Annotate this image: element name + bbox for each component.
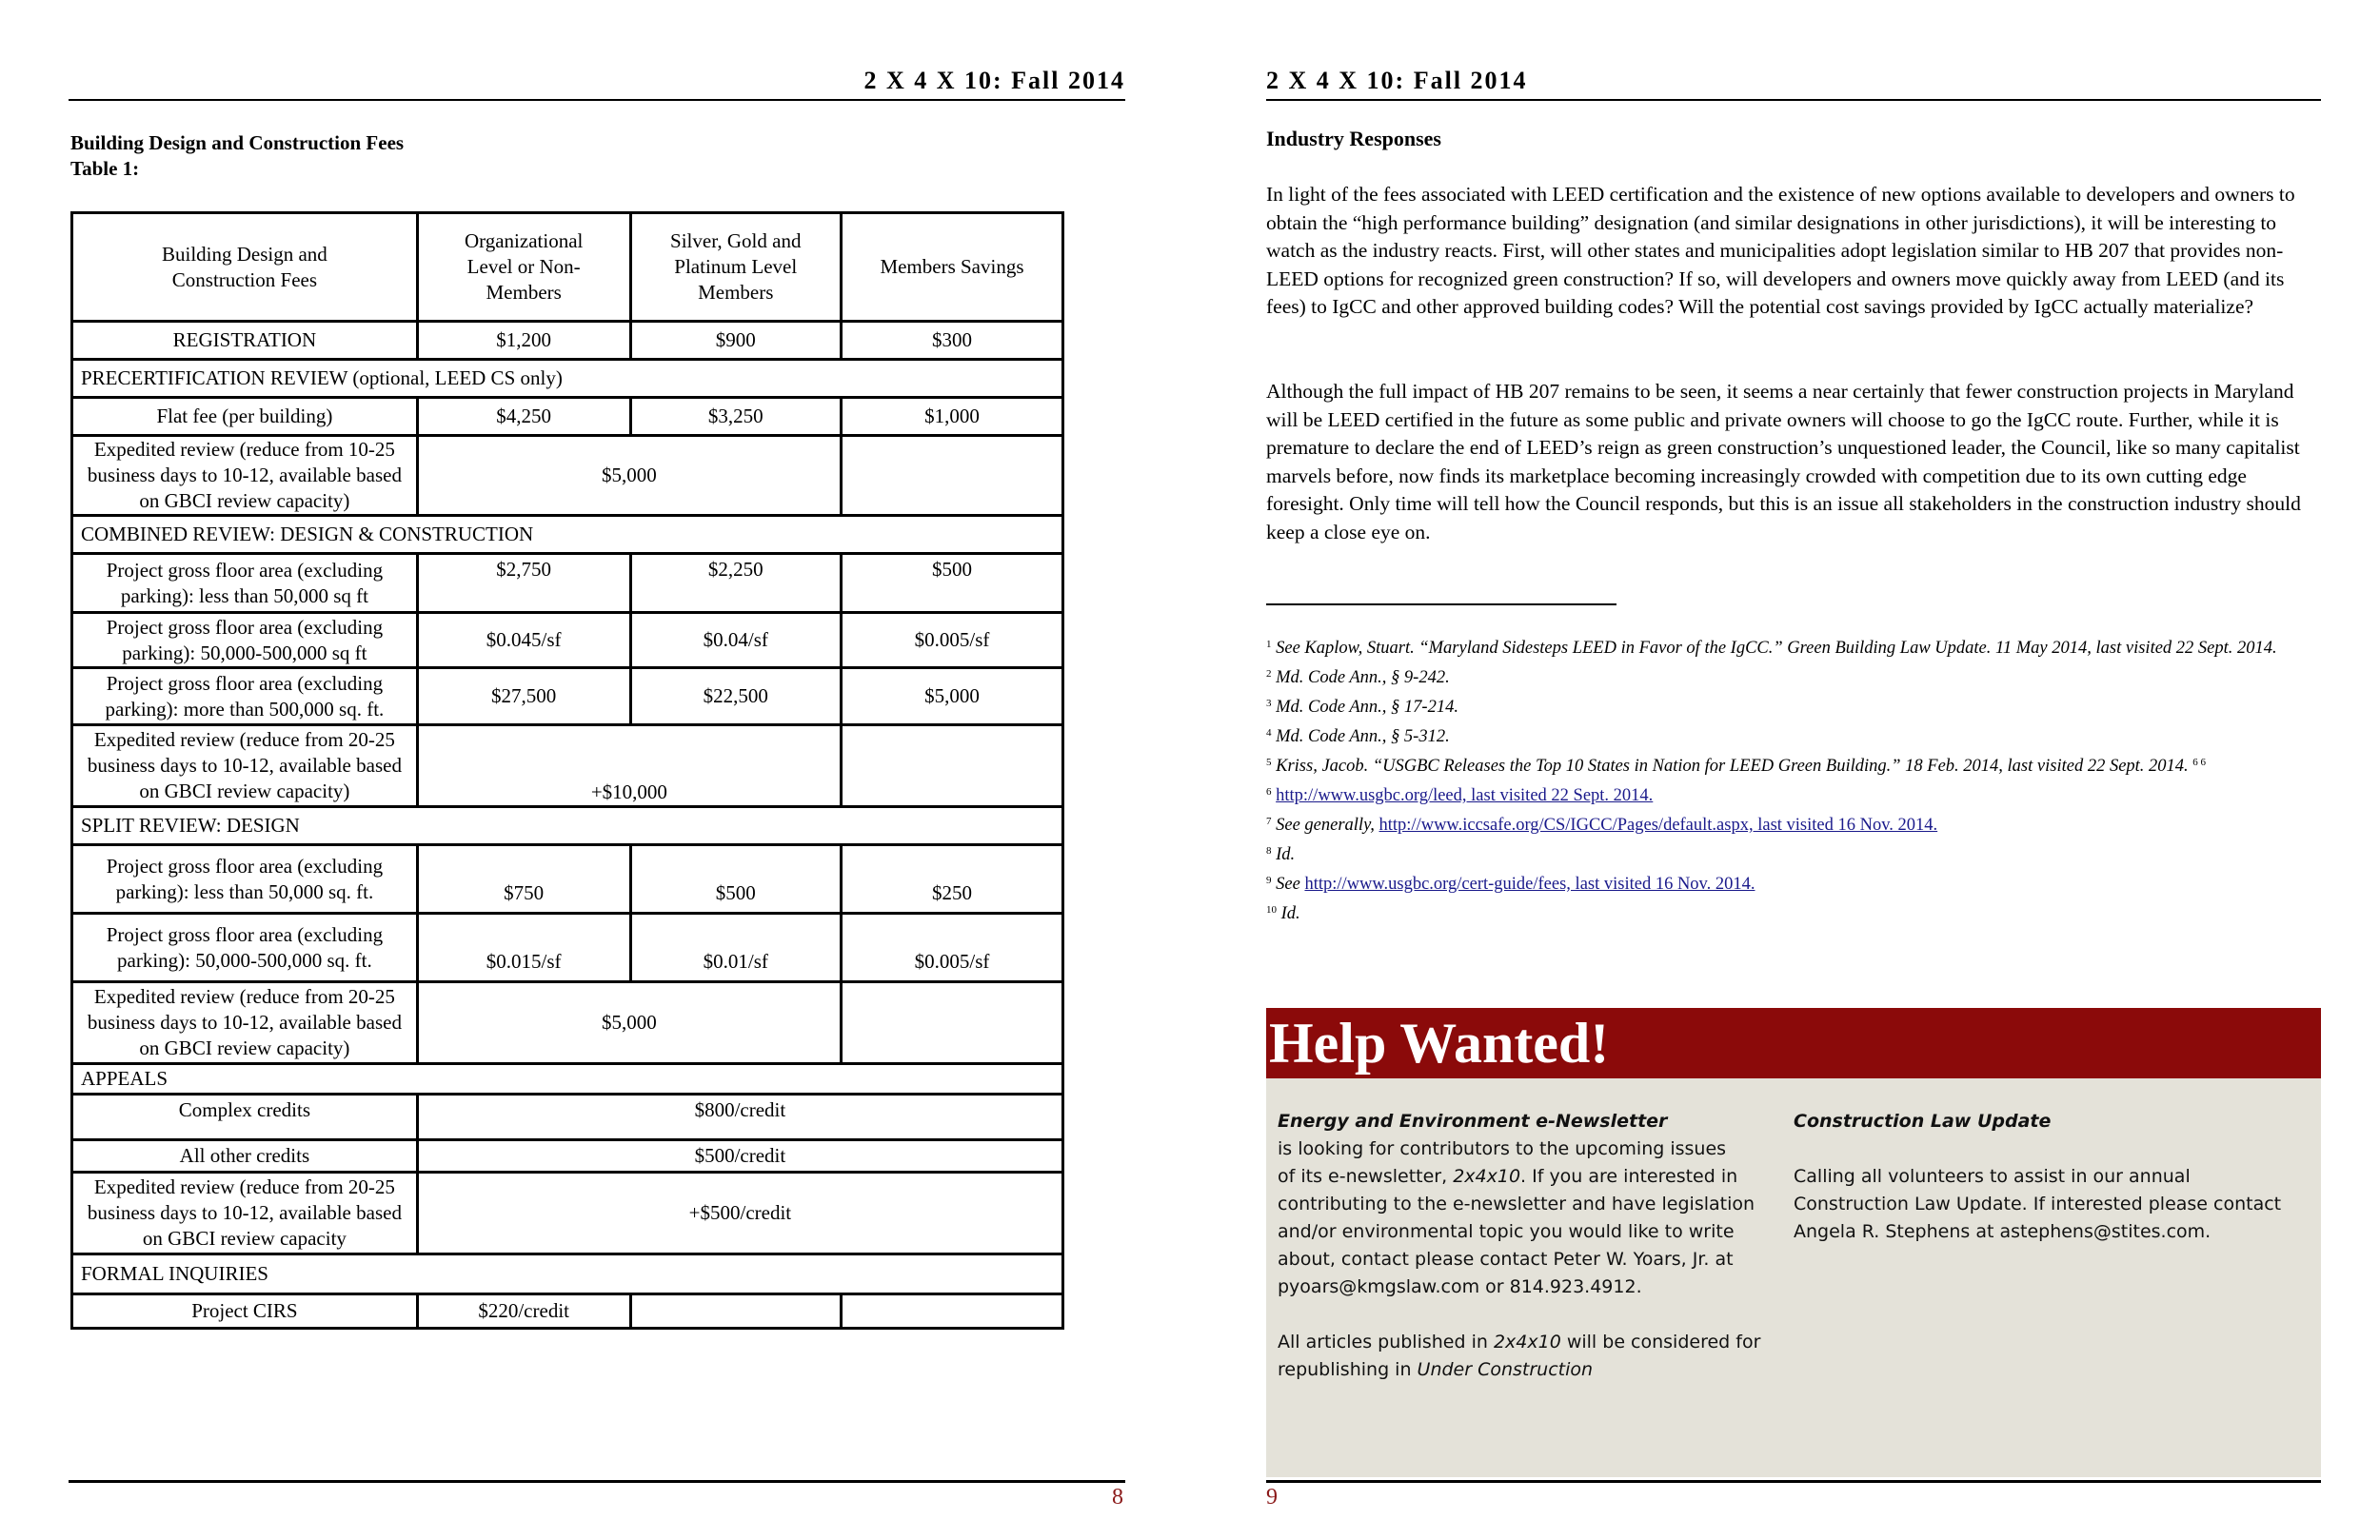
newsletter-line: is looking for contributors to the upcoming issues	[1278, 1138, 1727, 1159]
section-label: COMBINED REVIEW: DESIGN & CONSTRUCTION	[72, 516, 1063, 554]
newsletter-name: 2x4x10	[1493, 1332, 1561, 1352]
newsletter-line: about, contact please contact Peter W. Yoars, Jr. at	[1278, 1249, 1734, 1270]
text-run: All articles published in	[1278, 1332, 1494, 1352]
section-label: SPLIT REVIEW: DESIGN	[72, 807, 1063, 845]
fee-cell: $27,500	[417, 668, 630, 725]
footer-rule	[69, 1480, 1125, 1483]
empty-cell	[841, 436, 1062, 516]
fee-cell: $5,000	[841, 668, 1062, 725]
table-row	[72, 1140, 1063, 1173]
newsletter-column	[1278, 1108, 1763, 1384]
section-row	[72, 1064, 1063, 1095]
table-title: Building Design and Construction Fees	[70, 131, 405, 154]
table-row	[72, 668, 1063, 725]
help-wanted-banner: Help Wanted!	[1266, 1008, 2321, 1078]
fee-cell: $1,200	[417, 322, 630, 360]
section-row	[72, 360, 1063, 398]
fee-cell: $22,500	[630, 668, 841, 725]
footnote-text: See generally,	[1276, 816, 1375, 835]
fee-cell: $500/credit	[417, 1140, 1062, 1173]
fee-cell: $0.005/sf	[841, 914, 1062, 982]
section-row	[72, 516, 1063, 554]
fee-cell: $750	[417, 845, 630, 914]
footnote	[1266, 809, 2332, 839]
footnote-number: 6	[1266, 786, 1272, 798]
row-label: Flat fee (per building)	[72, 398, 418, 436]
footnote-number: 1	[1266, 639, 1272, 650]
footnote	[1266, 868, 2332, 898]
table-row	[72, 982, 1063, 1064]
publication-name: Under Construction	[1417, 1359, 1594, 1380]
fee-cell: $0.01/sf	[630, 914, 841, 982]
fee-cell: $2,250	[630, 554, 841, 613]
body-paragraph: Although the full impact of HB 207 remains to be seen, it seems a near certainly that fewer construction projects in Maryland will be LEED certified in the future as some public and private owners will choose to go the IgCC route. Further, while it is premature to declare the end of LEED’s reign as green construction’s unquestioned leader, the Council, like so many capitalist marvels before, now finds its marketplace becoming increasingly crowded with competition due to its own cutting edge foresight. Only time will tell how the Council responds, but this is an issue all stakeholders in the construction industry should keep a close eye on.	[1266, 380, 2301, 543]
newsletter-line	[1278, 1329, 1763, 1356]
footnote	[1266, 661, 2332, 691]
newsletter-line: contributing to the e-newsletter and have legislation	[1278, 1194, 1755, 1214]
header-cell: Silver, Gold and Platinum Level Members	[630, 213, 841, 322]
footnote-text: Md. Code Ann., § 5-312.	[1276, 727, 1450, 746]
row-label: REGISTRATION	[72, 322, 418, 360]
table-row	[72, 1173, 1063, 1254]
section-row	[72, 1254, 1063, 1294]
row-label: Expedited review (reduce from 10-25 business days to 10-12, available based on GBCI review capacity)	[72, 436, 418, 516]
section-label: PRECERTIFICATION REVIEW (optional, LEED CS only)	[72, 360, 1063, 398]
fee-cell: $900	[630, 322, 841, 360]
page-number: 9	[1266, 1485, 1278, 1510]
text-run: of its e-newsletter,	[1278, 1166, 1454, 1187]
section-title: Industry Responses	[1266, 127, 1441, 150]
fee-cell: $2,750	[417, 554, 630, 613]
construction-law-title: Construction Law Update	[1794, 1111, 2052, 1132]
fee-cell: $500	[841, 554, 1062, 613]
newsletter-line: pyoars@kmgslaw.com or 814.923.4912.	[1278, 1276, 1642, 1297]
header-rule	[1266, 99, 2321, 101]
footnote	[1266, 839, 2332, 868]
footer-rule	[1266, 1480, 2321, 1483]
row-label: Project gross floor area (excluding parking): less than 50,000 sq. ft.	[72, 845, 418, 914]
construction-law-line: Angela R. Stephens at astephens@stites.com.	[1794, 1221, 2211, 1242]
table-row	[72, 725, 1063, 807]
fee-cell: +$10,000	[417, 725, 841, 807]
table-row	[72, 1294, 1063, 1329]
table-row	[72, 914, 1063, 982]
newsletter-line	[1278, 1356, 1763, 1384]
empty-cell	[841, 725, 1062, 807]
footnote-extra-number: 6 6	[2192, 757, 2207, 768]
fee-cell: $0.015/sf	[417, 914, 630, 982]
footnote-link[interactable]: http://www.usgbc.org/leed, last visited 22 Sept. 2014.	[1276, 786, 1654, 805]
construction-law-line: Calling all volunteers to assist in our annual	[1794, 1166, 2191, 1187]
body-paragraph: In light of the fees associated with LEED certification and the existence of new options available to developers and owners to obtain the “high performance building” designation (and similar designations in other jurisdictions), it will be interesting to watch as the industry reacts. First, will other states and municipalities adopt legislation similar to HB 207 that provides non-LEED options for recognized green construction? If so, will developers and owners move quickly away from LEED (and its fees) to IgCC and other approved building codes? Will the potential cost savings provided by IgCC actually materialize?	[1266, 183, 2295, 318]
footnote-text: See	[1276, 875, 1300, 894]
section-label: APPEALS	[72, 1064, 1063, 1095]
empty-cell	[841, 1294, 1062, 1329]
empty-cell	[630, 1294, 841, 1329]
fee-cell: $220/credit	[417, 1294, 630, 1329]
newsletter-name: 2x4x10	[1453, 1166, 1521, 1187]
row-label: Project gross floor area (excluding parking): 50,000-500,000 sq. ft.	[72, 914, 418, 982]
row-label: Project gross floor area (excluding parking): 50,000-500,000 sq ft	[72, 613, 418, 668]
newsletter-line	[1278, 1163, 1763, 1191]
table-row	[72, 554, 1063, 613]
row-label: Expedited review (reduce from 20-25 business days to 10-12, available based on GBCI review capacity)	[72, 982, 418, 1064]
footnote-number: 4	[1266, 727, 1272, 739]
footnote-link[interactable]: http://www.iccsafe.org/CS/IGCC/Pages/default.aspx, last visited 16 Nov. 2014.	[1378, 816, 1938, 835]
table-row	[72, 322, 1063, 360]
footnote-number: 2	[1266, 668, 1272, 680]
footnote-text: Kriss, Jacob. “USGBC Releases the Top 10 States in Nation for LEED Green Building.” 18 Feb. 2014, last visited 22 Sept. 2014.	[1276, 757, 2189, 776]
empty-cell	[841, 982, 1062, 1064]
fee-cell: $3,250	[630, 398, 841, 436]
section-row	[72, 807, 1063, 845]
fee-cell: $250	[841, 845, 1062, 914]
footnote-number: 3	[1266, 698, 1272, 709]
fee-cell: $0.04/sf	[630, 613, 841, 668]
fee-cell: $4,250	[417, 398, 630, 436]
construction-law-line: Construction Law Update. If interested please contact	[1794, 1194, 2282, 1214]
footnote-text: Md. Code Ann., § 17-214.	[1276, 698, 1458, 717]
text-run: will be considered for	[1560, 1332, 1761, 1352]
running-head: 2 X 4 X 10: Fall 2014	[1266, 67, 1528, 94]
table-row	[72, 436, 1063, 516]
fee-cell: $300	[841, 322, 1062, 360]
footnotes	[1266, 632, 2332, 927]
text-run: republishing in	[1278, 1359, 1418, 1380]
fee-cell: $5,000	[417, 982, 841, 1064]
fee-cell: $0.045/sf	[417, 613, 630, 668]
table-row	[72, 613, 1063, 668]
footnote-number: 10	[1266, 904, 1277, 916]
footnote-text: Id.	[1276, 845, 1296, 864]
footnote	[1266, 632, 2313, 661]
row-label: Complex credits	[72, 1095, 418, 1140]
footnote-rule	[1266, 603, 1616, 605]
footnote-text: See Kaplow, Stuart. “Maryland Sidesteps LEED in Favor of the IgCC.” Green Building Law Update. 11 May 2014, last visited 22 Sept. 2014.	[1276, 639, 2277, 658]
fee-cell: $500	[630, 845, 841, 914]
newsletter-title: Energy and Environment e-Newsletter	[1278, 1111, 1668, 1132]
table-label: Table 1:	[70, 157, 140, 180]
text-run: . If you are interested in	[1520, 1166, 1738, 1187]
table-header-row	[72, 213, 1063, 322]
footnote	[1266, 750, 2332, 780]
footnote-text: Md. Code Ann., § 9-242.	[1276, 668, 1450, 687]
table-row	[72, 845, 1063, 914]
fee-cell: $1,000	[841, 398, 1062, 436]
footnote-number: 9	[1266, 875, 1272, 886]
row-label: Expedited review (reduce from 20-25 business days to 10-12, available based on GBCI review capacity)	[72, 725, 418, 807]
section-label: FORMAL INQUIRIES	[72, 1254, 1063, 1294]
table-row	[72, 398, 1063, 436]
header-cell: Organizational Level or Non-Members	[417, 213, 630, 322]
row-label: Expedited review (reduce from 20-25 business days to 10-12, available based on GBCI review capacity	[72, 1173, 418, 1254]
footnote	[1266, 898, 2332, 927]
header-rule	[69, 99, 1125, 101]
fee-cell: $0.005/sf	[841, 613, 1062, 668]
header-cell: Members Savings	[841, 213, 1062, 322]
footnote	[1266, 780, 2332, 809]
newsletter-line: and/or environmental topic you would like to write	[1278, 1221, 1735, 1242]
footnote-number: 8	[1266, 845, 1272, 857]
help-wanted-box	[1266, 1008, 2321, 1477]
table-heading	[70, 130, 404, 182]
fees-table	[70, 211, 1064, 1330]
footnote	[1266, 721, 2332, 750]
table-row	[72, 1095, 1063, 1140]
header-cell: Building Design and Construction Fees	[72, 213, 418, 322]
fee-cell: +$500/credit	[417, 1173, 1062, 1254]
construction-law-column	[1794, 1108, 2308, 1246]
footnote-number: 5	[1266, 757, 1272, 768]
page-number: 8	[1112, 1485, 1123, 1510]
row-label: Project gross floor area (excluding parking): less than 50,000 sq ft	[72, 554, 418, 613]
footnote-number: 7	[1266, 816, 1272, 827]
fee-cell: $5,000	[417, 436, 841, 516]
row-label: All other credits	[72, 1140, 418, 1173]
footnote-link[interactable]: http://www.usgbc.org/cert-guide/fees, last visited 16 Nov. 2014.	[1304, 875, 1755, 894]
right-page	[1190, 0, 2380, 1540]
footnote	[1266, 691, 2332, 721]
footnote-text: Id.	[1280, 904, 1300, 923]
row-label: Project gross floor area (excluding parking): more than 500,000 sq. ft.	[72, 668, 418, 725]
fee-cell: $800/credit	[417, 1095, 1062, 1140]
row-label: Project CIRS	[72, 1294, 418, 1329]
running-head: 2 X 4 X 10: Fall 2014	[863, 67, 1125, 94]
